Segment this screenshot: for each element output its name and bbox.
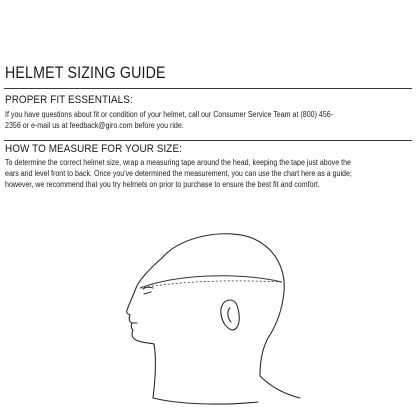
measure-heading: HOW TO MEASURE FOR YOUR SIZE: — [5, 143, 182, 155]
measure-line: however, we recommend that you try helmets on prior to purchase to ensure the best fit and comfort. — [5, 180, 320, 189]
proper-fit-line: If you have questions about fit or condition of your helmet, call our Consumer Service Team at (800) 456- — [5, 110, 334, 119]
title-divider — [4, 88, 412, 89]
section-divider — [4, 140, 412, 141]
measure-line: To determine the correct helmet size, wrap a measuring tape around the head, keeping the tape just above the — [5, 158, 351, 167]
back-neck-line — [260, 376, 300, 398]
ear-inner — [228, 308, 231, 322]
crown-outline — [162, 234, 284, 376]
head-measuring-tape-illustration — [118, 226, 308, 412]
shoulder-line — [153, 398, 258, 404]
measure-text — [5, 157, 409, 190]
eye-mark — [144, 292, 151, 294]
proper-fit-line: 2356 or e-mail us at feedback@giro.com before you ride. — [5, 121, 184, 130]
proper-fit-heading: PROPER FIT ESSENTIALS: — [5, 94, 133, 106]
measuring-tape-front — [140, 276, 282, 288]
face-profile-outline — [127, 258, 162, 398]
measure-line: ears and level front to back. Once you've determined the measurement, you can use the chart here as a guide; — [5, 169, 352, 178]
proper-fit-text — [5, 109, 409, 131]
page-title: HELMET SIZING GUIDE — [5, 64, 166, 82]
ear-outline — [221, 300, 239, 330]
